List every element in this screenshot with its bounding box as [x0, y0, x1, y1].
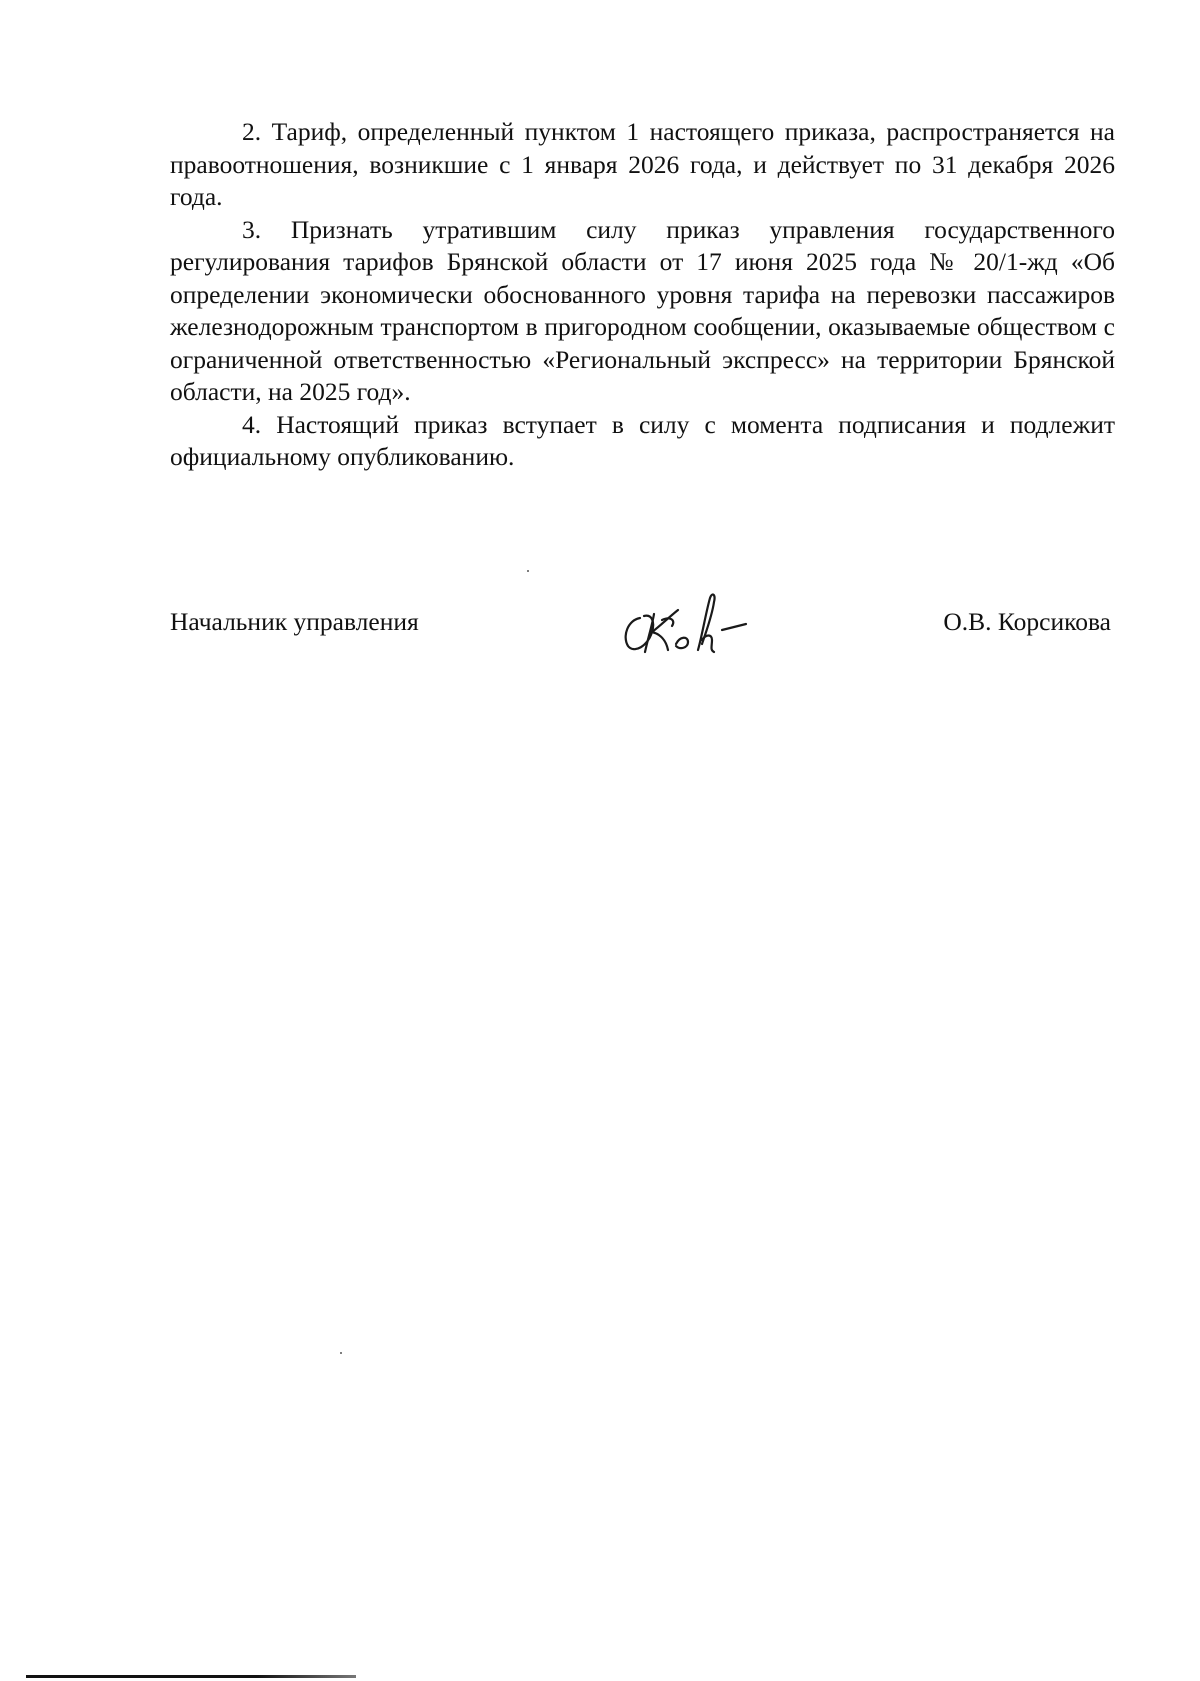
scan-speck — [340, 1352, 342, 1354]
signature-block — [170, 580, 1115, 660]
paragraph-2: 2. Тариф, определенный пунктом 1 настоящего приказа, распространяется на правоотношения, возникшие с 1 января 2026 года, и действует по 31 декабря 2026 года. — [170, 117, 1115, 211]
handwritten-signature — [618, 580, 758, 660]
paragraph-4: 4. Настоящий приказ вступает в силу с момента подписания и подлежит официальному опубликованию. — [170, 409, 1115, 471]
signatory-position: Начальник управления — [170, 607, 419, 636]
scan-speck — [527, 570, 529, 572]
document-body — [170, 116, 1115, 474]
paragraph-3: 3. Признать утратившим силу приказ управления государственного регулирования тарифов Брянской области от 17 июня 2025 года № 20/1-жд «Об определении экономически обоснованного уровня тарифа на перевозки пассажиров железнодорожным транспортом в пригородном сообщении, оказываемые обществом с ограниченной ответственностью «Региональный экспресс» на территории Брянской области, на 2025 год». — [170, 214, 1115, 406]
footer-rule — [26, 1675, 356, 1678]
signatory-name: О.В. Корсикова — [943, 607, 1111, 636]
